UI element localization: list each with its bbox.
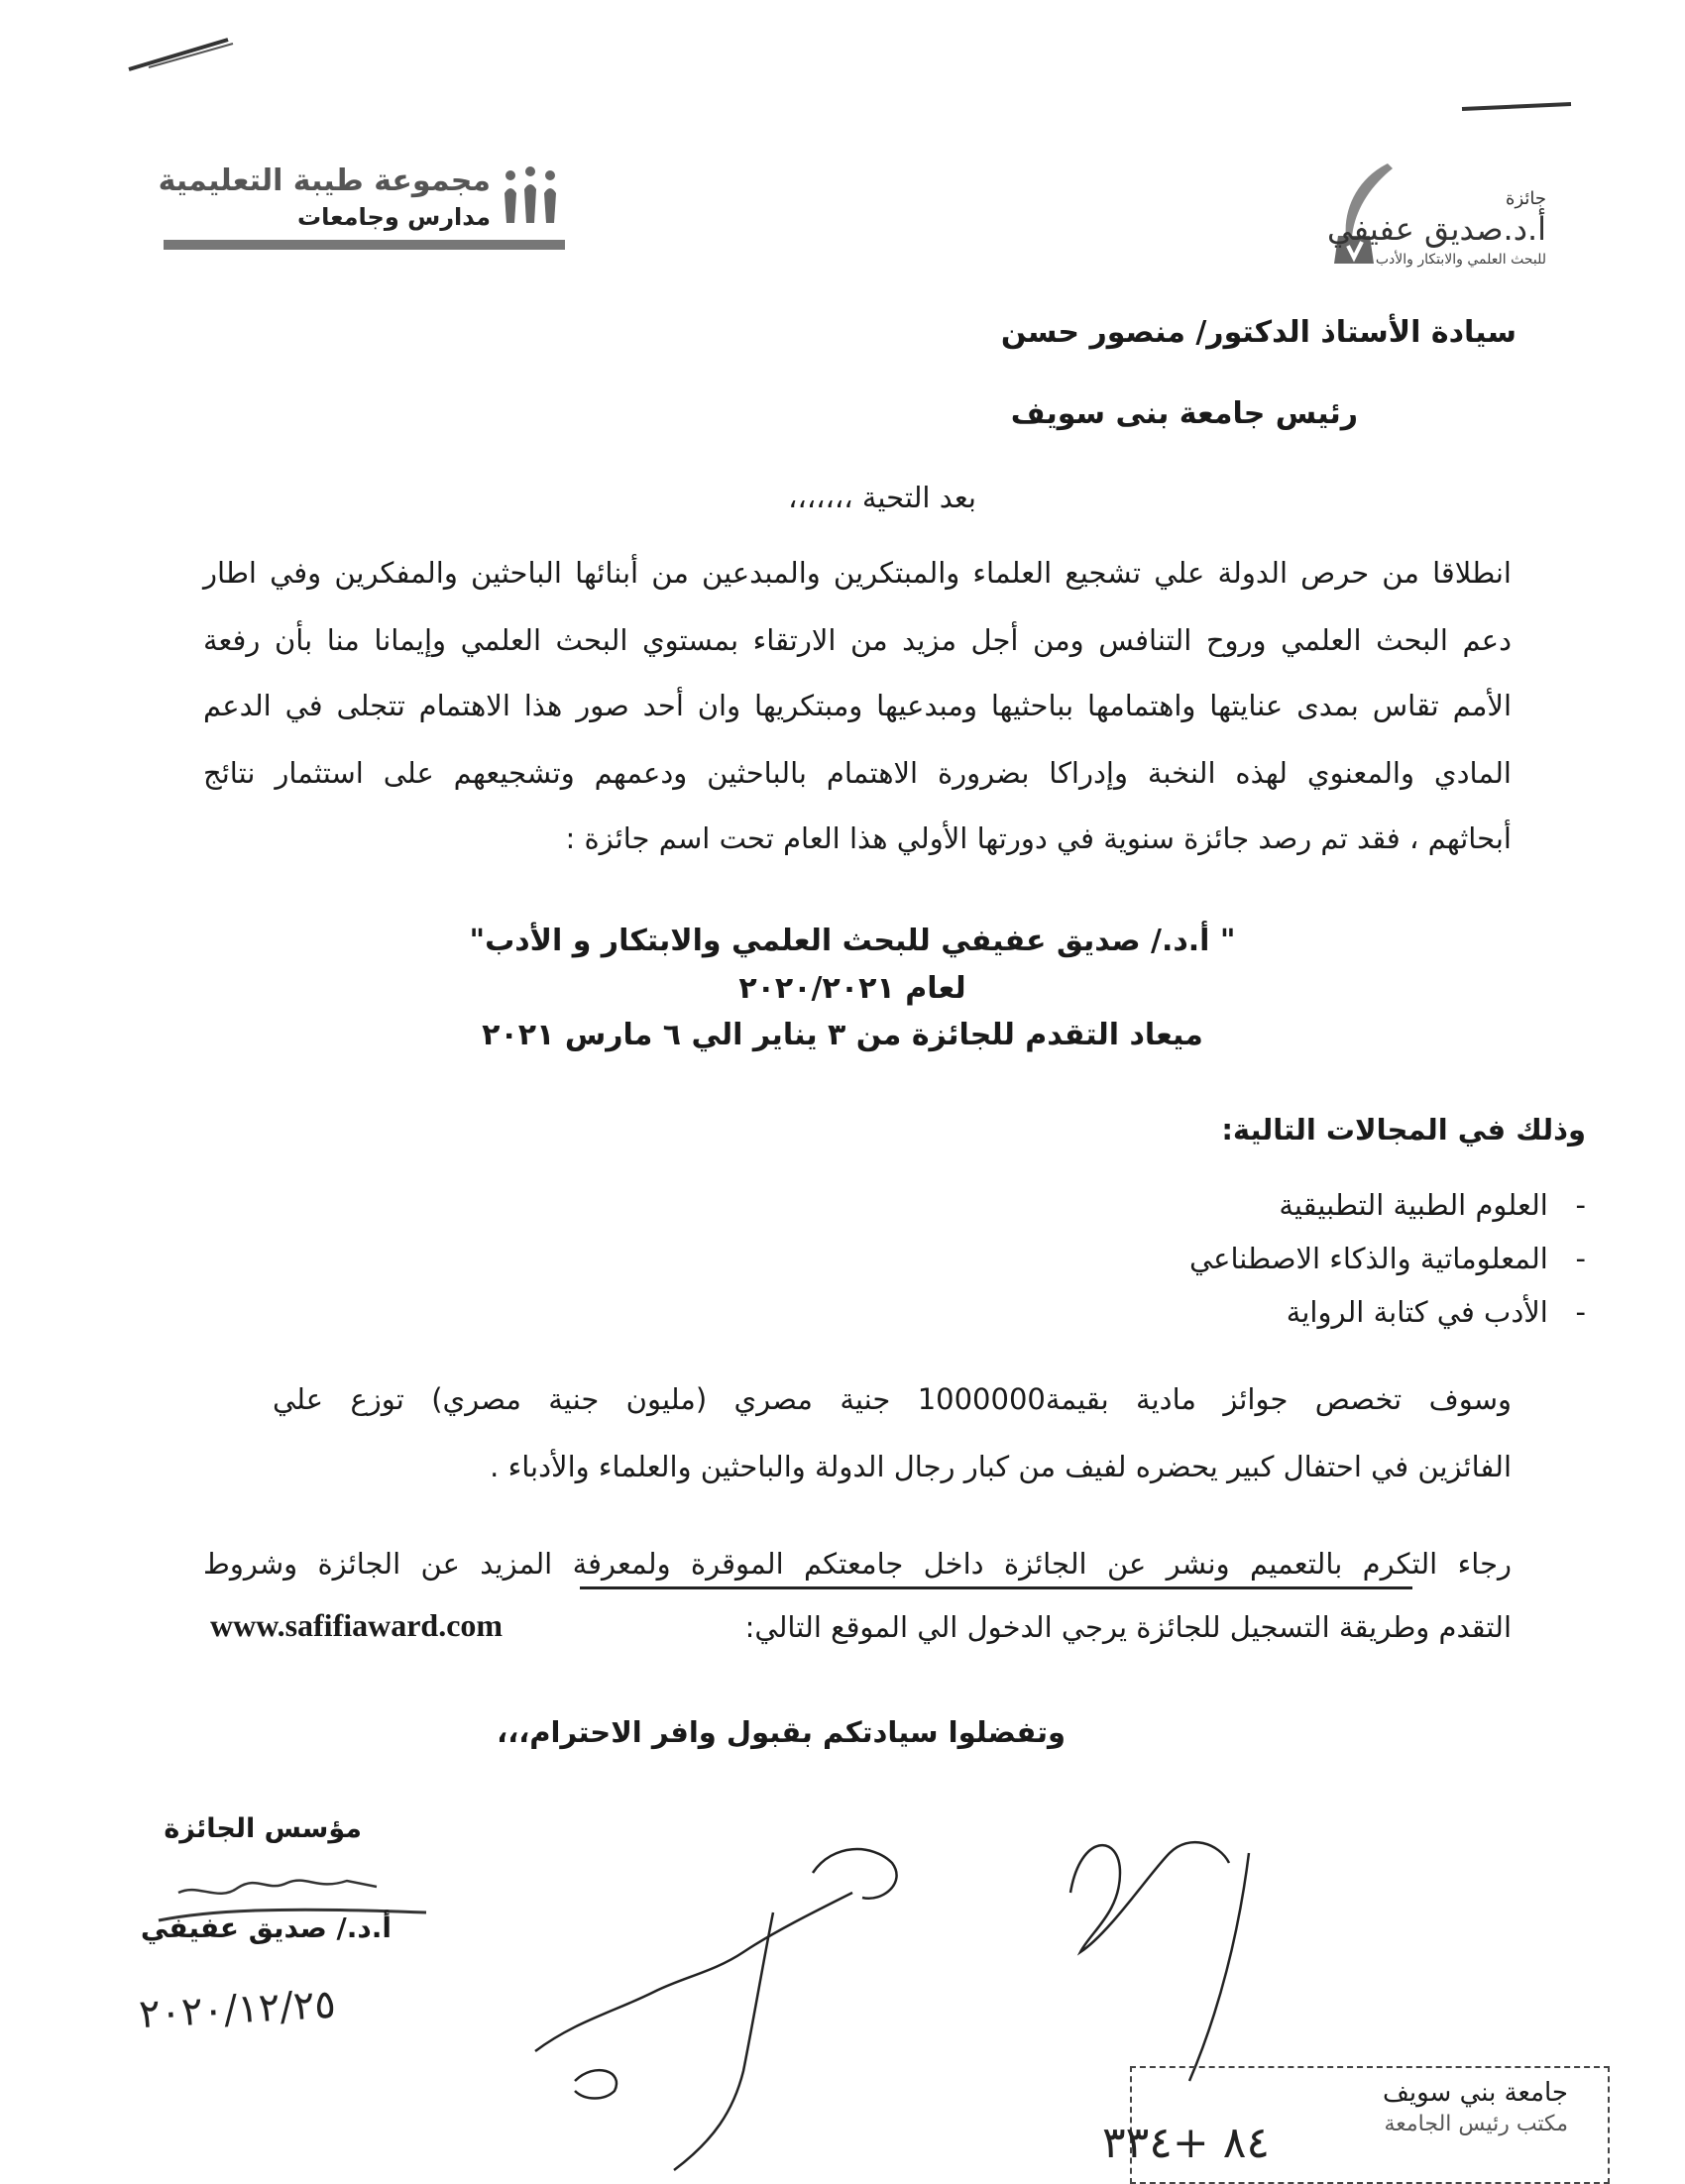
request-underline — [580, 1586, 1412, 1589]
field-item-1-label: العلوم الطبية التطبيقية — [1279, 1188, 1548, 1222]
fields-heading: وذلك في المجالات التالية: — [1221, 1113, 1586, 1147]
field-item-1 — [1279, 1187, 1586, 1223]
addressee-line-1: سيادة الأستاذ الدكتور/ منصور حسن — [1000, 315, 1516, 350]
award-logo-name: أ.د.صديق عفيفي — [1326, 210, 1546, 248]
intro-line-4: المادي والمعنوي لهذه النخبة وإدراكا بضرورة الاهتمام بالباحثين ودعمهم وتشجيعهم على استثمار نتائج — [203, 756, 1512, 790]
people-group-icon — [501, 164, 560, 233]
handwritten-annotation-right — [1051, 1813, 1289, 2091]
addressee-line-2: رئيس جامعة بنى سويف — [1010, 396, 1358, 431]
signature-role: مؤسس الجائزة — [164, 1813, 362, 1844]
intro-line-5: أبحاثهم ، فقد تم رصد جائزة سنوية في دورتها الأولي هذا العام تحت اسم جائزة : — [565, 821, 1512, 855]
header-divider — [164, 240, 565, 250]
field-item-3-label: الأدب في كتابة الرواية — [1286, 1295, 1548, 1329]
award-name: " أ.د./ صديق عفيفي للبحث العلمي والابتكار و الأدب" — [469, 924, 1236, 958]
field-bullet: - — [1547, 1295, 1586, 1329]
signature-name: أ.د./ صديق عفيفي — [140, 1911, 392, 1944]
prize-line-2: الفائزين في احتفال كبير يحضره لفيف من كبار رجال الدولة والباحثين والعلماء والأدباء . — [490, 1450, 1512, 1483]
scan-mark-top-left — [119, 30, 238, 79]
award-logo-tagline: للبحث العلمي والابتكار والأدب — [1375, 252, 1546, 268]
prize-line-1: وسوف تخصص جوائز مادية بقيمة1000000 جنية مصري (مليون جنية مصري) توزع علي — [273, 1382, 1512, 1416]
stamp-number: ٨٤ +٣٣٤ — [1102, 2118, 1271, 2168]
intro-line-2: دعم البحث العلمي وروح التنافس ومن أجل مزيد من الارتقاء بمستوي البحث العلمي وإيمانا منا بأن رفعة — [203, 623, 1512, 657]
intro-line-3: الأمم تقاس بمدى عنايتها واهتمامها بباحثيها ومبدعيها ومبتكريها وان أحد صور هذا الاهتمام تتجلى في الدعم — [203, 689, 1512, 722]
award-logo — [1308, 149, 1566, 287]
field-item-3 — [1287, 1294, 1586, 1330]
group-logo-title: مجموعة طيبة التعليمية — [158, 164, 491, 198]
request-line-2: التقدم وطريقة التسجيل للجائزة يرجي الدخول الي الموقع التالي: — [744, 1610, 1512, 1644]
intro-line-1: انطلاقا من حرص الدولة علي تشجيع العلماء والمبتكرين والمبدعين من أبنائها الباحثين والمفكرين وفي اطار — [203, 556, 1512, 590]
closing: وتفضلوا سيادتكم بقبول وافر الاحترام،،، — [497, 1715, 1066, 1749]
incoming-stamp — [1102, 2066, 1610, 2184]
stamp-line-1: جامعة بني سويف — [1382, 2078, 1568, 2108]
award-year: لعام ٢٠٢٠/٢٠٢١ — [738, 971, 966, 1006]
field-item-2-label: المعلوماتية والذكاء الاصطناعي — [1188, 1242, 1548, 1275]
handwritten-annotation-left — [515, 1803, 932, 2180]
website-link[interactable]: www.safifiaward.com — [210, 1607, 504, 1643]
handwritten-date: ٢٠٢٠/١٢/٢٥ — [137, 1981, 337, 2038]
award-logo-small: جائزة — [1506, 188, 1546, 209]
field-item-2 — [1189, 1241, 1586, 1276]
stamp-line-2: مكتب رئيس الجامعة — [1384, 2112, 1568, 2136]
group-logo-subtitle: مدارس وجامعات — [297, 203, 491, 231]
scan-mark-top-right — [1457, 94, 1576, 124]
field-bullet: - — [1547, 1242, 1586, 1275]
award-deadline: ميعاد التقدم للجائزة من ٣ يناير الي ٦ مارس ٢٠٢١ — [482, 1018, 1203, 1052]
field-bullet: - — [1547, 1188, 1586, 1222]
greeting: بعد التحية ،،،،،،، — [788, 481, 976, 514]
request-line-1: رجاء التكرم بالتعميم ونشر عن الجائزة داخل جامعتكم الموقرة ولمعرفة المزيد عن الجائزة وشروط — [203, 1547, 1512, 1581]
